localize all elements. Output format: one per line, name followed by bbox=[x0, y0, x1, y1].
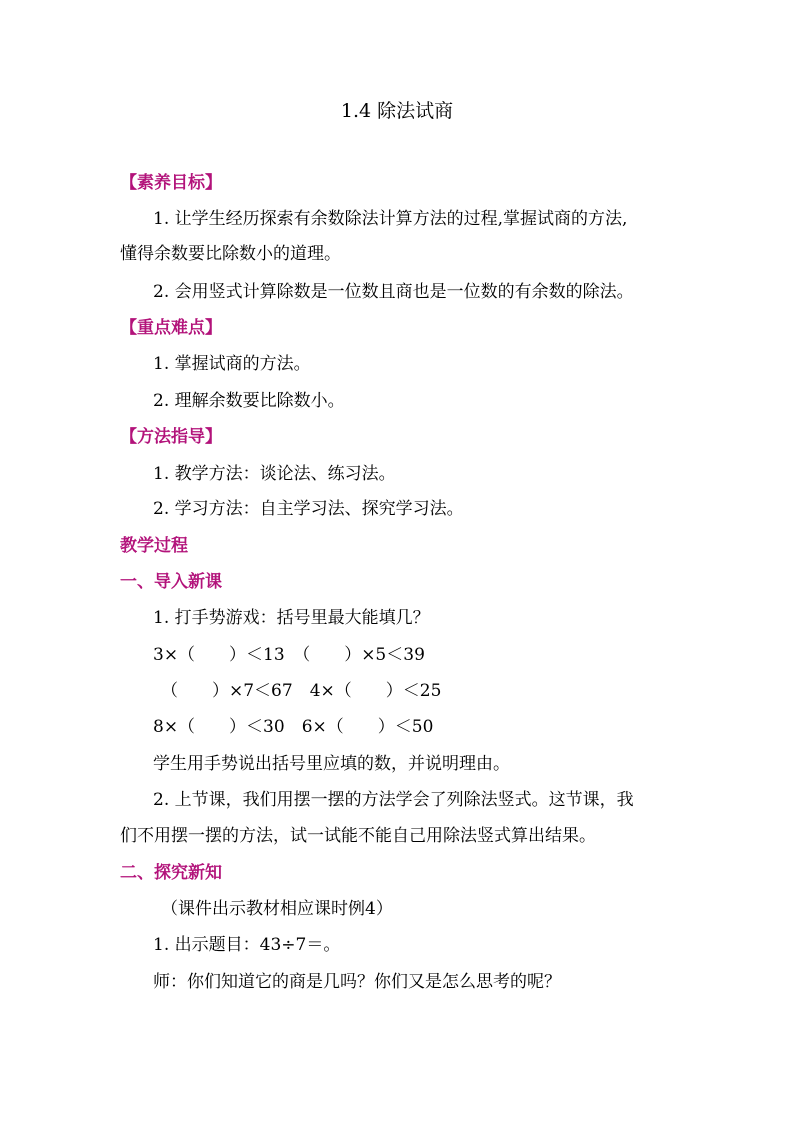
section-part2-header: 二、探究新知 bbox=[120, 863, 222, 883]
expression-row-1: 3×（ ）＜13 （ ）×5＜39 bbox=[153, 645, 425, 665]
paragraph-part1-2b: 们不用摆一摆的方法，试一试能不能自己用除法竖式算出结果。 bbox=[120, 826, 596, 846]
paragraph-key-1: 1. 掌握试商的方法。 bbox=[153, 354, 311, 374]
paragraph-method-2: 2. 学习方法：自主学习法、探究学习法。 bbox=[153, 499, 464, 519]
section-part1-header: 一、导入新课 bbox=[120, 572, 222, 592]
section-method-header: 【方法指导】 bbox=[120, 427, 222, 447]
paragraph-goal-2: 2. 会用竖式计算除数是一位数且商也是一位数的有余数的除法。 bbox=[153, 282, 634, 302]
section-key-header: 【重点难点】 bbox=[120, 318, 222, 338]
paragraph-goal-1b: 懂得余数要比除数小的道理。 bbox=[120, 244, 341, 264]
paragraph-method-1: 1. 教学方法：谈论法、练习法。 bbox=[153, 464, 396, 484]
paragraph-part2-1: 1. 出示题目：43÷7＝。 bbox=[153, 935, 341, 955]
paragraph-part2-question: 师：你们知道它的商是几吗？你们又是怎么思考的呢？ bbox=[153, 972, 561, 992]
paragraph-part1-1: 1. 打手势游戏：括号里最大能填几？ bbox=[153, 608, 430, 628]
paragraph-goal-1a: 1. 让学生经历探索有余数除法计算方法的过程,掌握试商的方法, bbox=[153, 209, 628, 229]
paragraph-part1-2a: 2. 上节课，我们用摆一摆的方法学会了列除法竖式。这节课，我 bbox=[153, 790, 634, 810]
paragraph-part2-note: （课件出示教材相应课时例4） bbox=[161, 899, 393, 919]
expression-row-3: 8×（ ）＜30 6×（ ）＜50 bbox=[153, 717, 434, 737]
expression-row-2: （ ）×7＜67 4×（ ）＜25 bbox=[161, 681, 442, 701]
section-process-header: 教学过程 bbox=[120, 536, 188, 556]
page-title: 1.4 除法试商 bbox=[340, 100, 454, 122]
section-goal-header: 【素养目标】 bbox=[120, 173, 222, 193]
paragraph-key-2: 2. 理解余数要比除数小。 bbox=[153, 391, 345, 411]
paragraph-part1-note: 学生用手势说出括号里应填的数，并说明理由。 bbox=[153, 754, 510, 774]
